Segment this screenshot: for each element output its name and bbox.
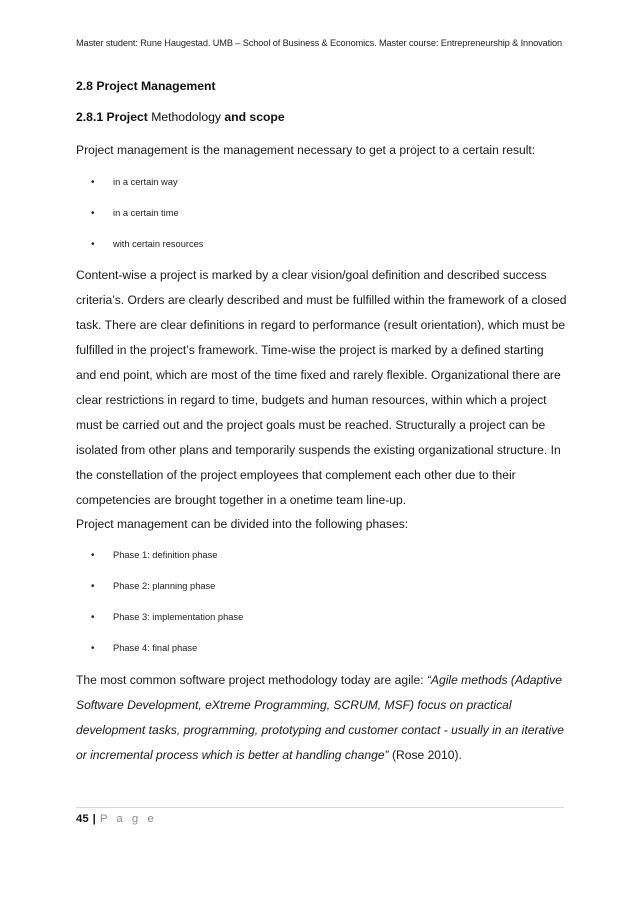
bullet-marker: • xyxy=(91,208,95,219)
subsection-heading-middle: Methodology xyxy=(147,110,225,124)
citation: (Rose 2010). xyxy=(388,748,462,762)
list-item-text: Phase 3: implementation phase xyxy=(113,612,244,622)
bullet-marker: • xyxy=(91,643,95,654)
list-item-text: in a certain way xyxy=(113,177,178,187)
agile-quote: Software Development, eXtreme Programming, SCRUM, MSF) focus on practical xyxy=(76,698,512,712)
paragraph-line: must be carried out and the project goals must be reached. Structurally a project can be xyxy=(76,418,546,432)
list-item xyxy=(91,177,178,188)
list-item-text: Phase 4: final phase xyxy=(113,643,198,653)
list-item xyxy=(91,550,217,561)
intro-paragraph: Project management is the management necessary to get a project to a certain result: xyxy=(76,143,536,157)
subsection-heading xyxy=(76,110,285,124)
agile-line xyxy=(76,673,562,687)
list-item xyxy=(91,208,179,219)
page-number: 45 xyxy=(76,813,89,825)
subsection-heading-number: 2.8.1 Project xyxy=(76,110,148,124)
list-item-text: in a certain time xyxy=(113,208,179,218)
bullet-marker: • xyxy=(91,612,95,623)
subsection-heading-end: and scope xyxy=(224,110,285,124)
paragraph-line: competencies are brought together in a onetime team line-up. xyxy=(76,493,407,507)
agile-quote: development tasks, programming, prototyping and customer contact - usually in an iterative xyxy=(76,723,565,737)
paragraph-line: clear restrictions in regard to time, budgets and human resources, within which a project xyxy=(76,393,547,407)
paragraph-line: the constellation of the project employees that complement each other due to their xyxy=(76,468,516,482)
running-header: Master student: Rune Haugestad. UMB – School of Business & Economics. Master course: Entrepreneurship & Innovation xyxy=(76,38,563,48)
bullet-marker: • xyxy=(91,239,95,250)
agile-quote: or incremental process which is better at handling change” xyxy=(76,748,389,762)
bullet-marker: • xyxy=(91,581,95,592)
section-heading: 2.8 Project Management xyxy=(76,79,216,93)
footer-separator: | xyxy=(92,813,96,825)
agile-quote: “Agile methods (Adaptive xyxy=(426,673,563,687)
bullet-marker: • xyxy=(91,550,95,561)
list-item-text: with certain resources xyxy=(113,239,204,249)
list-item-text: Phase 1: definition phase xyxy=(113,550,218,560)
list-item-text: Phase 2: planning phase xyxy=(113,581,216,591)
phases-intro: Project management can be divided into the following phases: xyxy=(76,517,409,531)
agile-text: The most common software project methodology today are agile: xyxy=(76,673,427,687)
paragraph-line: and end point, which are most of the time fixed and rarely flexible. Organizational there are xyxy=(76,368,561,382)
list-item xyxy=(91,581,215,592)
bullet-marker: • xyxy=(91,177,95,188)
list-item xyxy=(91,612,243,623)
paragraph-line: criteria’s. Orders are clearly described and must be fulfilled within the framework of a closed xyxy=(76,293,567,307)
agile-line xyxy=(76,698,512,712)
page-footer xyxy=(76,813,157,825)
agile-line xyxy=(76,748,462,762)
paragraph-line: isolated from other plans and temporarily suspends the existing organizational structure. In xyxy=(76,443,561,457)
list-item xyxy=(91,643,197,654)
list-item xyxy=(91,239,203,250)
paragraph-line: task. There are clear definitions in regard to performance (result orientation), which must be xyxy=(76,318,566,332)
paragraph-line: fulfilled in the project’s framework. Time-wise the project is marked by a defined starting xyxy=(76,343,544,357)
paragraph-line: Content-wise a project is marked by a clear vision/goal definition and described success xyxy=(76,268,547,282)
agile-line xyxy=(76,723,564,737)
page-label: P a g e xyxy=(99,813,157,825)
footer-divider xyxy=(76,807,564,808)
